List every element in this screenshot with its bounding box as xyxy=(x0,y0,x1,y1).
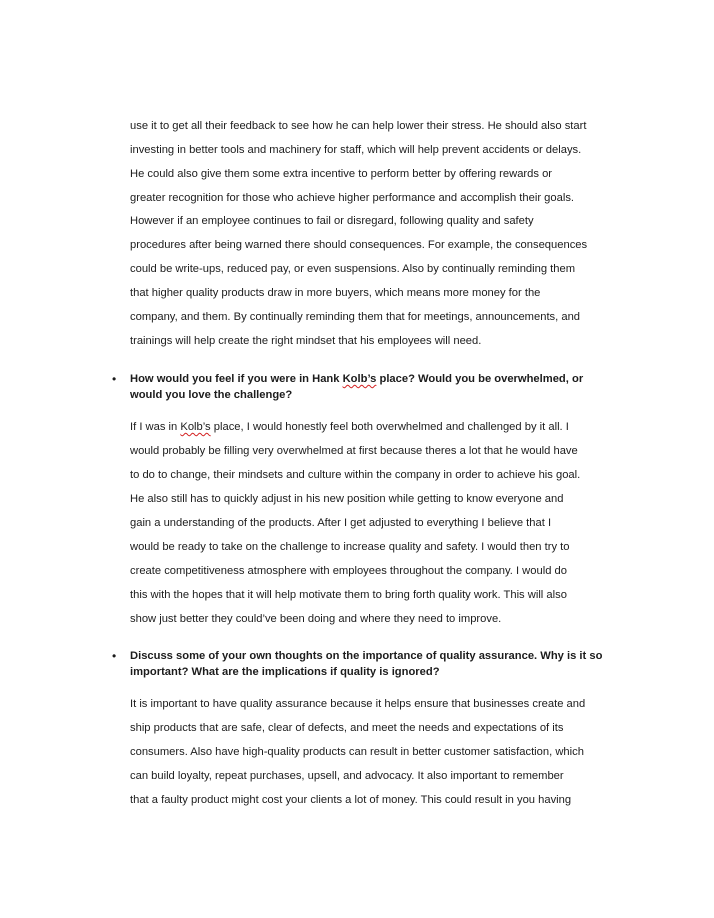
answer-text: If I was in xyxy=(130,421,181,433)
paragraph-line: investing in better tools and machinery for staff, which will help prevent accidents or delays. xyxy=(130,144,582,156)
paragraph-line: use it to get all their feedback to see how he can help lower their stress. He should also start xyxy=(130,120,587,132)
paragraph-line: He could also give them some extra incentive to perform better by offering rewards or xyxy=(130,168,553,180)
answer-line xyxy=(130,420,569,434)
bullet-icon: • xyxy=(112,372,117,386)
answer-line: to do to change, their mindsets and culture within the company in order to achieve his goal. xyxy=(130,469,581,481)
spellcheck-flagged-word[interactable]: Kolb’s xyxy=(342,373,377,385)
paragraph-line: trainings will help create the right mindset that his employees will need. xyxy=(130,335,482,347)
paragraph-line: company, and them. By continually reminding them that for meetings, announcements, and xyxy=(130,311,581,323)
bullet-icon: • xyxy=(112,649,117,663)
answer-line: show just better they could’ve been doing and where they need to improve. xyxy=(130,613,502,625)
answer-text: place, I would honestly feel both overwhelmed and challenged by it all. I xyxy=(210,421,569,433)
answer-line: It is important to have quality assurance because it helps ensure that businesses create and xyxy=(130,698,586,710)
answer-line: that a faulty product might cost your clients a lot of money. This could result in you having xyxy=(130,794,572,806)
question-line: Discuss some of your own thoughts on the importance of quality assurance. Why is it so xyxy=(130,650,603,662)
paragraph-line: greater recognition for those who achieve higher performance and accomplish their goals. xyxy=(130,192,575,204)
paragraph-line: that higher quality products draw in more buyers, which means more money for the xyxy=(130,287,541,299)
question-line xyxy=(130,372,583,386)
question-line: important? What are the implications if quality is ignored? xyxy=(130,666,440,678)
answer-line: can build loyalty, repeat purchases, upsell, and advocacy. It also important to remember xyxy=(130,770,564,782)
answer-line: create competitiveness atmosphere with employees throughout the company. I would do xyxy=(130,565,567,577)
answer-line: consumers. Also have high-quality products can result in better customer satisfaction, which xyxy=(130,746,584,758)
paragraph-line: could be write-ups, reduced pay, or even suspensions. Also by continually reminding them xyxy=(130,263,576,275)
question-text: place? Would you be overwhelmed, or xyxy=(376,373,584,385)
answer-line: this with the hopes that it will help motivate them to bring forth quality work. This will also xyxy=(130,589,567,601)
answer-line: He also still has to quickly adjust in his new position while getting to know everyone and xyxy=(130,493,564,505)
answer-line: would probably be filling very overwhelmed at first because theres a lot that he would have xyxy=(130,445,578,457)
paragraph-line: However if an employee continues to fail or disregard, following quality and safety xyxy=(130,215,534,227)
answer-line: would be ready to take on the challenge to increase quality and safety. I would then try to xyxy=(130,541,570,553)
question-text: How would you feel if you were in Hank xyxy=(130,373,343,385)
question-line: would you love the challenge? xyxy=(130,389,293,401)
spellcheck-flagged-word[interactable]: Kolb’s xyxy=(180,421,211,433)
paragraph-line: procedures after being warned there should consequences. For example, the consequences xyxy=(130,239,588,251)
answer-line: ship products that are safe, clear of defects, and meet the needs and expectations of its xyxy=(130,722,564,734)
answer-line: gain a understanding of the products. After I get adjusted to everything I believe that I xyxy=(130,517,552,529)
